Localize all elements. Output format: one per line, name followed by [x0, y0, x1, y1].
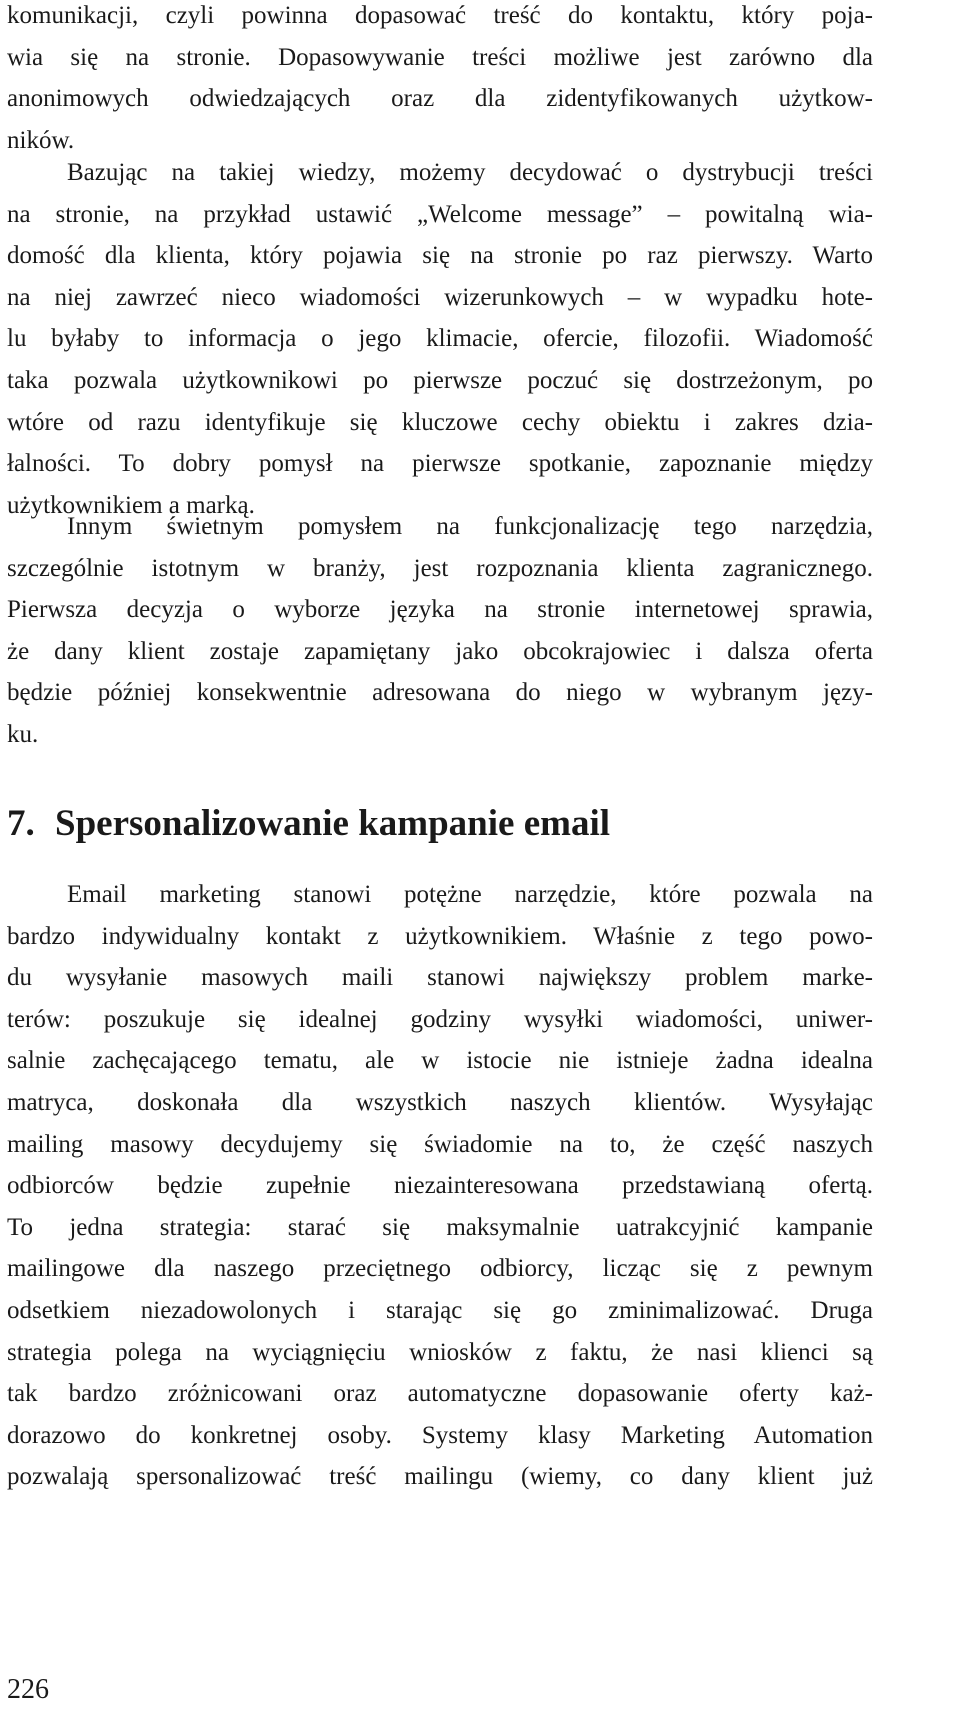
text-line: To jedna strategia: starać się maksymalnie uatrakcyjnić kampanie — [7, 1213, 873, 1241]
page-number: 226 — [7, 1674, 49, 1705]
text-line: na stronie, na przykład ustawić „Welcome message” – powitalną wia- — [7, 200, 873, 228]
text-line: Pierwsza decyzja o wyborze języka na stronie internetowej sprawia, — [7, 596, 873, 624]
text-line: będzie później konsekwentnie adresowana do niego w wybranym języ- — [7, 679, 873, 707]
text-line: szczególnie istotnym w branży, jest rozpoznania klienta zagranicznego. — [7, 554, 873, 582]
text-line: dorazowo do konkretnej osoby. Systemy klasy Marketing Automation — [7, 1421, 873, 1449]
text-line: Email marketing stanowi potężne narzędzie, które pozwala na — [67, 881, 873, 908]
text-line: mailingowe dla naszego przeciętnego odbiorcy, licząc się z pewnym — [7, 1255, 873, 1283]
text-line: domość dla klienta, który pojawia się na stronie po raz pierwszy. Warto — [7, 242, 873, 270]
text-line: wia się na stronie. Dopasowywanie treści możliwe jest zarówno dla — [7, 43, 873, 71]
text-line: na niej zawrzeć nieco wiadomości wizerunkowych – w wypadku hote- — [7, 283, 873, 311]
text-line: ników. — [7, 126, 75, 154]
text-line: matryca, doskonała dla wszystkich naszych klientów. Wysyłając — [7, 1088, 873, 1116]
text-line: Innym świetnym pomysłem na funkcjonalizację tego narzędzia, — [67, 513, 873, 540]
text-line: du wysyłanie masowych maili stanowi największy problem marke- — [7, 964, 873, 992]
text-line: tak bardzo zróżnicowani oraz automatyczne dopasowanie oferty każ- — [7, 1380, 873, 1408]
text-line: ku. — [7, 720, 39, 748]
text-line: bardzo indywidualny kontakt z użytkownikiem. Właśnie z tego powo- — [7, 922, 873, 950]
paragraph-foreign-client — [7, 506, 873, 756]
text-line: łalności. To dobry pomysł na pierwsze spotkanie, zapoznanie między — [7, 450, 873, 478]
text-line: że dany klient zostaje zapamiętany jako obcokrajowiec i dalsza oferta — [7, 637, 873, 665]
text-line: komunikacji, czyli powinna dopasować treść do kontaktu, który poja- — [7, 2, 873, 29]
paragraph-continuation — [7, 0, 873, 161]
text-line: taka pozwala użytkownikowi po pierwsze poczuć się dostrzeżonym, po — [7, 366, 873, 394]
text-line: odbiorców będzie zupełnie niezainteresowana przedstawianą ofertą. — [7, 1172, 873, 1200]
text-line: anonimowych odwiedzających oraz dla zidentyfikowanych użytkow- — [7, 85, 873, 113]
section-title: Spersonalizowanie kampanie email — [55, 803, 611, 844]
text-line: salnie zachęcającego tematu, ale w istocie nie istnieje żadna idealna — [7, 1047, 873, 1075]
text-line: strategia polega na wyciągnięciu wniosków z faktu, że nasi klienci są — [7, 1338, 873, 1366]
text-line: wtóre od razu identyfikuje się kluczowe cechy obiektu i zakres dzia- — [7, 408, 873, 436]
text-line: mailing masowy decydujemy się świadomie na to, że część naszych — [7, 1130, 873, 1158]
text-line: pozwalają spersonalizować treść mailingu (wiemy, co dany klient już — [7, 1463, 873, 1491]
text-line: użytkownikiem a marką. — [7, 491, 255, 519]
section-heading — [7, 802, 610, 845]
text-line: Bazując na takiej wiedzy, możemy decydować o dystrybucji treści — [67, 159, 873, 186]
section-number: 7. — [7, 803, 35, 844]
paragraph-welcome-message — [7, 152, 873, 526]
text-line: lu byłaby to informacja o jego klimacie, ofercie, filozofii. Wiadomość — [7, 325, 873, 353]
text-line: terów: poszukuje się idealnej godziny wysyłki wiadomości, uniwer- — [7, 1005, 873, 1033]
paragraph-email-marketing — [7, 874, 873, 1498]
text-line: odsetkiem niezadowolonych i starając się go zminimalizować. Druga — [7, 1296, 873, 1324]
